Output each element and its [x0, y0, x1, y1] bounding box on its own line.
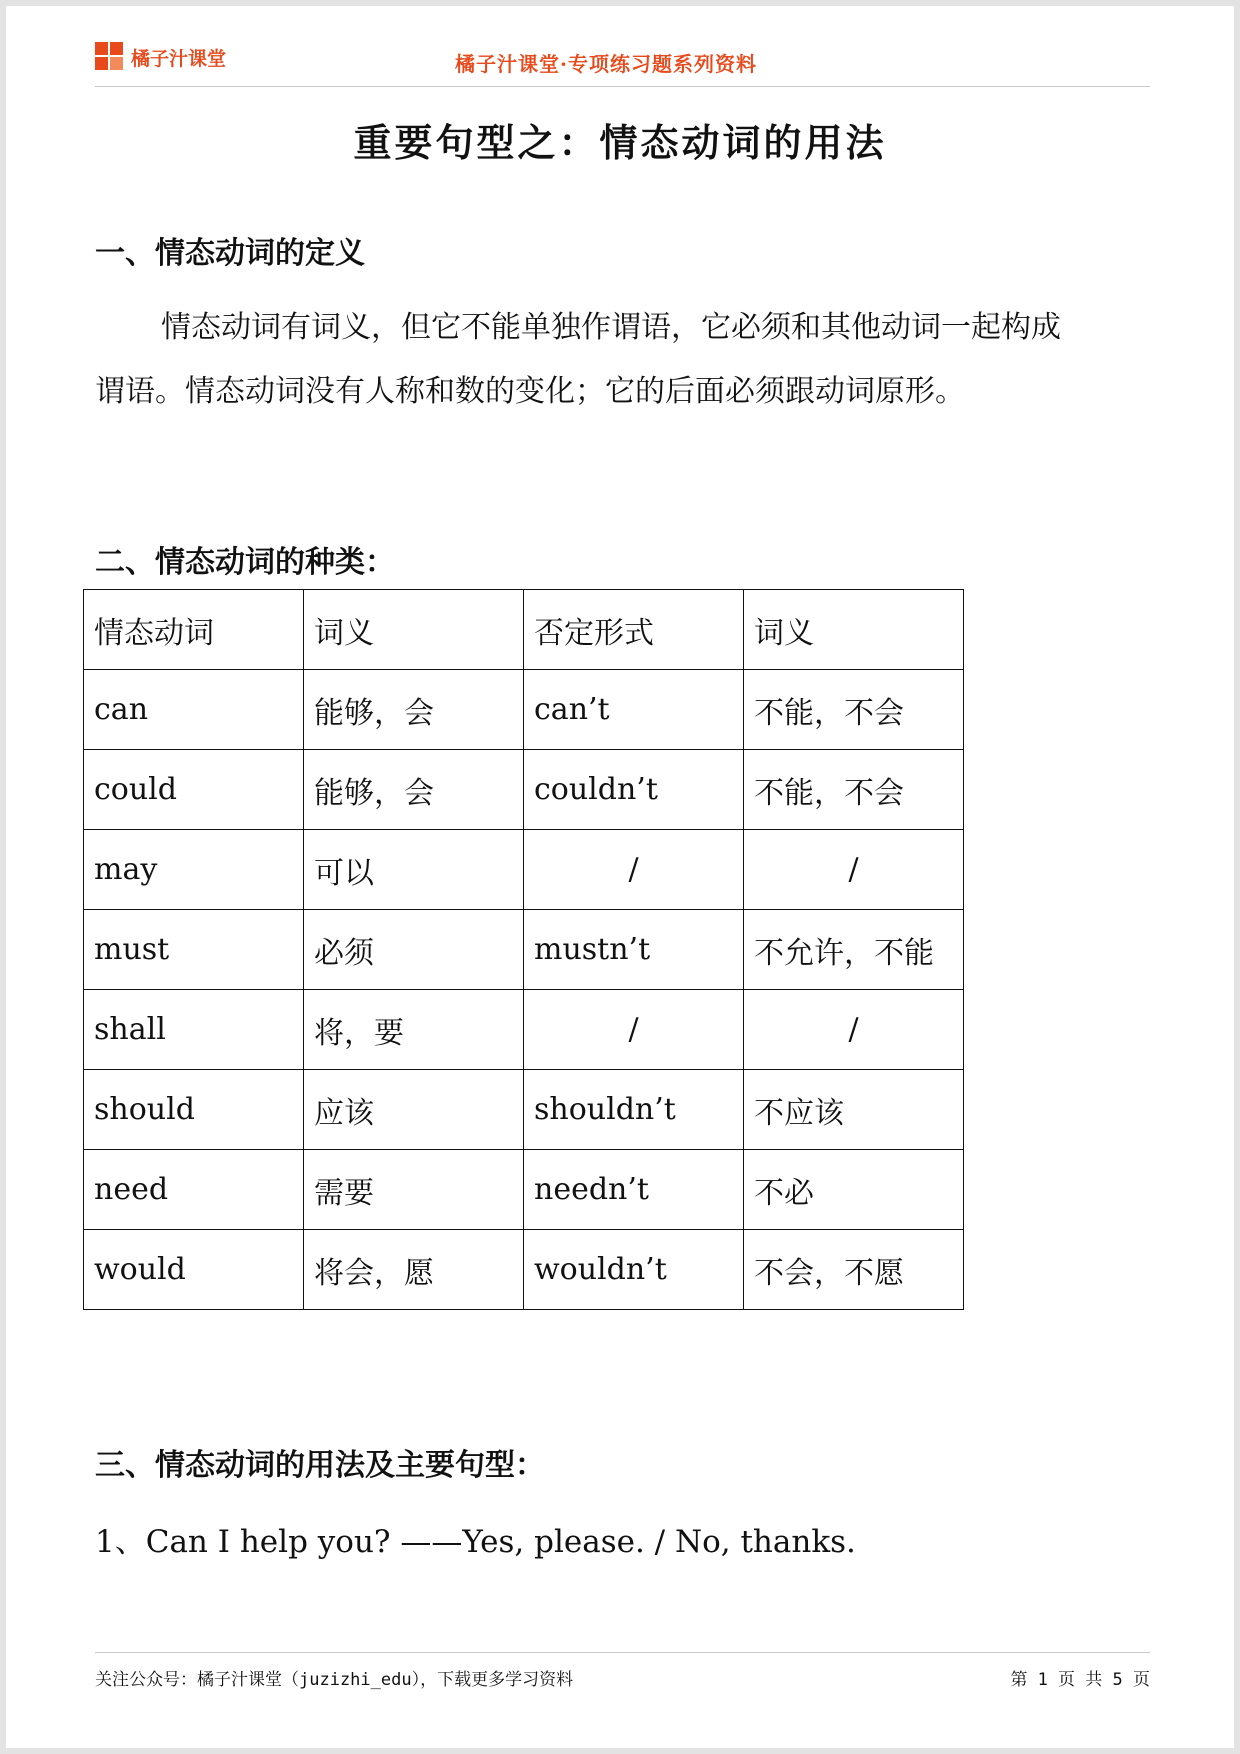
logo — [95, 42, 226, 72]
page-header — [95, 40, 1150, 87]
section-1-heading: 一、情态动词的定义 — [95, 236, 365, 271]
table-cell: / — [524, 990, 744, 1070]
table-row — [84, 990, 964, 1070]
paragraph-line-2: 谓语。情态动词没有人称和数的变化；它的后面必须跟动词原形。 — [95, 374, 965, 409]
table-cell: wouldn’t — [524, 1230, 744, 1310]
table-cell: would — [84, 1230, 304, 1310]
paragraph-line-1: 情态动词有词义，但它不能单独作谓语，它必须和其他动词一起构成 — [161, 310, 1061, 345]
section-1-paragraph — [95, 296, 1155, 424]
table-cell: 不必 — [744, 1150, 964, 1230]
modal-verbs-table — [83, 589, 964, 1310]
table-header: 词义 — [744, 590, 964, 670]
table-cell: 应该 — [304, 1070, 524, 1150]
table-cell: shall — [84, 990, 304, 1070]
page-number: 第 1 页 共 5 页 — [1010, 1670, 1150, 1690]
table-header: 否定形式 — [524, 590, 744, 670]
table-row — [84, 750, 964, 830]
table-row — [84, 1150, 964, 1230]
table-cell: 不能，不会 — [744, 670, 964, 750]
table-cell: may — [84, 830, 304, 910]
table-cell: needn’t — [524, 1150, 744, 1230]
table-cell: need — [84, 1150, 304, 1230]
section-2-heading: 二、情态动词的种类： — [95, 545, 395, 580]
table-cell: 可以 — [304, 830, 524, 910]
table-cell: / — [744, 830, 964, 910]
table-cell: can’t — [524, 670, 744, 750]
table-cell: must — [84, 910, 304, 990]
table-cell: 能够，会 — [304, 750, 524, 830]
table-cell: 将会，愿 — [304, 1230, 524, 1310]
logo-icon — [95, 42, 125, 72]
table-header-row — [84, 590, 964, 670]
table-cell: shouldn’t — [524, 1070, 744, 1150]
table-cell: / — [744, 990, 964, 1070]
table-cell: 不能，不会 — [744, 750, 964, 830]
example-sentence-1: 1、Can I help you? ——Yes, please. / No, thanks. — [95, 1524, 856, 1560]
table-cell: could — [84, 750, 304, 830]
page-title: 重要句型之：情态动词的用法 — [353, 120, 887, 165]
table-header: 词义 — [304, 590, 524, 670]
table-row — [84, 670, 964, 750]
table-cell: can — [84, 670, 304, 750]
table-cell: 能够，会 — [304, 670, 524, 750]
table-cell: should — [84, 1070, 304, 1150]
table-row — [84, 1070, 964, 1150]
table-cell: couldn’t — [524, 750, 744, 830]
section-3-heading: 三、情态动词的用法及主要句型： — [95, 1448, 545, 1483]
table-header: 情态动词 — [84, 590, 304, 670]
table-cell: 将，要 — [304, 990, 524, 1070]
page-footer — [95, 1652, 1150, 1690]
table-cell: 不应该 — [744, 1070, 964, 1150]
table-cell: 需要 — [304, 1150, 524, 1230]
logo-text: 橘子汁课堂 — [131, 47, 227, 70]
table-row — [84, 830, 964, 910]
table-cell: mustn’t — [524, 910, 744, 990]
header-title: 橘子汁课堂·专项练习题系列资料 — [455, 52, 757, 76]
table-cell: / — [524, 830, 744, 910]
table-cell: 不允许，不能 — [744, 910, 964, 990]
footer-note: 关注公众号：橘子汁课堂（juzizhi_edu），下载更多学习资料 — [95, 1670, 574, 1690]
table-cell: 必须 — [304, 910, 524, 990]
table-row — [84, 910, 964, 990]
table-cell: 不会，不愿 — [744, 1230, 964, 1310]
table-row — [84, 1230, 964, 1310]
